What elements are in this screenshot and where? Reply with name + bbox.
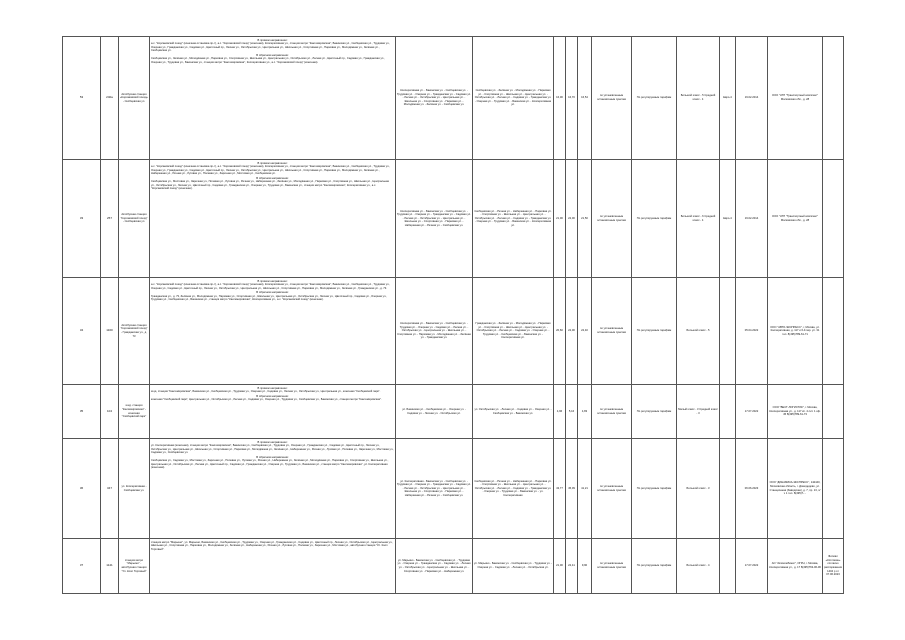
route-name: станция метро "Марьино" - автобусная станция "Ул. Кооп Торговый" <box>119 539 150 594</box>
tariff-type: По регулируемым тарифам <box>632 539 677 594</box>
row-number: 33 <box>63 160 101 278</box>
row-number: 37 <box>63 539 101 594</box>
table-row <box>63 278 844 385</box>
route-back-text: Скобцевская ул., Садовая ул., Мостовая ул., Заречная ул., Полевая ул., Луговая ул., Речная ул., Набережная ул., Зелёная ул., Молодёжная ул., Парковая ул., Спортивная ул., Школьная ул., Центральная ул., Октябрьская ул., Лесная ул., Цветочный пр., Садовая ул., Гражданская ул., Озерная ул., Трудовая ул., Бакинская ул., станция метро "Кантемировская", ул. Кооперативная (конечная). <box>151 459 389 470</box>
route-back-title: В обратном направлении: <box>256 394 289 398</box>
stops-forward: Кооперативная ул. - Бакинская ул. - Скобцевская ул. - Трудовая ул. - Озерная ул. - Гражданская ул. - Садовая ул. - Лесная ул. - Октябрьская ул. - Центральная ул. - Школьная ул. - Спортивная ул. - Парковая ул. - Молодёжная ул. - Зелёная ул. - Скобцевская ул. <box>396 37 473 160</box>
row-note <box>823 385 844 439</box>
start-date: 19.02.2014 <box>736 160 768 278</box>
stop-mode: по установленным остановочным пунктам <box>592 160 632 278</box>
length-forward: 43,77 <box>554 439 566 539</box>
row-note <box>823 439 844 539</box>
stop-mode: по установленным остановочным пунктам <box>592 37 632 160</box>
start-date: 05.04.2022 <box>736 278 768 385</box>
length-back: 22,00 <box>566 278 578 385</box>
length-forward: 4,96 <box>554 385 566 439</box>
eco-class <box>720 385 736 439</box>
length-average: 22,40 <box>578 278 592 385</box>
row-number: 53 <box>63 37 101 160</box>
route-forward-title: В прямом направлении: <box>257 38 288 42</box>
tariff-type: По регулируемым тарифам <box>632 385 677 439</box>
stop-mode: по установленным остановочным пунктам <box>592 385 632 439</box>
start-date: 19.02.2014 <box>736 37 768 160</box>
tariff-type: По регулируемым тарифам <box>632 439 677 539</box>
stops-forward: ул. Бакинская ул. - Скобцевская ул. - Озерная ул. - Садовая ул. - Лесная ул. - Октябрьская ул. <box>396 385 473 439</box>
route-back-text: Гражданская ул., д. 73, Зелёная ул., Молодёжная ул., Парковая ул., Спортивная ул., Школьная ул., Центральная ул., Октябрьская ул., Лесная ул., Цветочный пр., Садовая ул., Озерная ул., Трудовая ул., Скобцевская ул., Бакинская ул., станция метро "Кантемировская", Кооперативная ул., а.с. "Корсаковский поезд" (конечная). <box>151 294 387 302</box>
start-date: 17.07.2022 <box>736 385 768 439</box>
route-back-title: В обратном направлении: <box>256 455 289 459</box>
start-date: 17.07.2022 <box>736 539 768 594</box>
length-average: 21,50 <box>578 160 592 278</box>
table-row <box>63 160 844 278</box>
eco-class <box>720 278 736 385</box>
route-path <box>150 385 396 439</box>
stops-back: ул. Октябрьская ул. - Лесная ул. - Садовая ул. - Озерная ул. - Скобцевская ул. - Бакинская ул. <box>473 385 554 439</box>
length-forward: 21,00 <box>554 160 566 278</box>
vehicle-classes: Малый класс - 3 Средний класс - 3 <box>677 385 720 439</box>
route-number: 104 <box>101 385 119 439</box>
carrier-info: ООО "АТП "Транспортный комплекс" Московская обл., д. 28 <box>768 160 823 278</box>
route-forward-text: ул. Кооперативная (конечная), станция метро "Кантемировская", Бакинская ул., Скобцевская ул., Трудовая ул., Озерная ул., Гражданская ул., Садовая ул., Цветочный пр., Лесная ул., Октябрьская ул., Центральная ул., Школьная ул., Спортивная ул., Парковая ул., Молодёжная ул., Зелёная ул., Набережная ул., Речная ул., Луговая ул., Полевая ул., Заречная ул., Мостовая ул., Садовая ул., Скобцевская ул. <box>151 444 394 455</box>
table-row <box>63 539 844 594</box>
route-number: 347 <box>101 439 119 539</box>
stops-back: ул. Марьино - Бакинская ул. - Скобцевская ул. - Трудовая ул. - Озерная ул. - Садовая ул. - Лесная ул. - Октябрьская ул. <box>473 539 554 594</box>
vehicle-classes: Большой класс - 5 Средний класс - 4 <box>677 37 720 160</box>
route-number: 1160 <box>101 278 119 385</box>
row-note: Филиал «Котловин» согласно распоряжения 1404 р от 07.06.2023 <box>823 539 844 594</box>
route-path <box>150 278 396 385</box>
route-number: 240а <box>101 37 119 160</box>
length-forward: 21,00 <box>554 539 566 594</box>
route-number: 257 <box>101 160 119 278</box>
route-path <box>150 439 396 539</box>
length-forward: 16,00 <box>554 37 566 160</box>
start-date: 06.06.2023 <box>736 439 768 539</box>
row-note <box>823 278 844 385</box>
stop-mode: по установленным остановочным пунктам <box>592 539 632 594</box>
route-registry-table <box>62 36 844 594</box>
stops-forward: Кооперативная ул. - Бакинская ул. - Скобцевская ул. - Трудовая ул. - Озерная ул. - Садовая ул. - Лесная ул. - Октябрьская ул. - Центральная ул. - Школьная ул. - Спортивная ул. - Парковая ул. - Молодёжная ул. - Зелёная ул. - Гражданская ул. <box>396 278 473 385</box>
stop-mode: по установленным остановочным пунктам <box>592 278 632 385</box>
route-number: 1141 <box>101 539 119 594</box>
route-path <box>150 160 396 278</box>
route-path <box>150 539 396 594</box>
route-forward-text: а.с. "Корсаковский поезд" (конечная остановка пр-т), а.с. "Корсаковский поезд" (конечная), Кооперативная ул., станция метро "Кантемировская", Бакинская ул., Скобцевская ул., Трудовая ул., Озерная ул., Гражданская ул., Садовая ул., Цветочный пр., Лесная ул., Октябрьская ул., Центральная ул., Школьная ул., Спортивная ул., Парковая ул., Молодёжная ул., Зелёная ул., Скобцевская ул. <box>151 42 391 53</box>
carrier-info: ООО "ДИНАМИКА-ЭКСПРЕСС", 142440, Московская область, г. Домодедово, ул. Станционная (Заводская), д. 7, пр. 13, п/ч 1 тел. 8(495)7-... <box>768 439 823 539</box>
route-forward-text: станция метро "Марьино", ул. Марьино, Бакинская ул., Скобцевская ул., Трудовая ул., Озерная ул., Гражданская ул., Садовая ул., Цветочный пр., Лесная ул., Октябрьская ул., Центральная ул., Школьная ул., Спортивная ул., Парковая ул., Молодёжная ул., Зелёная ул., Набережная ул., Речная ул., Луговая ул., Полевая ул., Заречная ул., Мостовая ул., автобусная станция "Ул. Кооп Торговый". <box>151 540 393 551</box>
tariff-type: По регулируемым тарифам <box>632 37 677 160</box>
carrier-info: ООО "АТП "Транспортный комплекс" Московская обл., д. 28 <box>768 37 823 160</box>
length-back: 5,16 <box>566 385 578 439</box>
route-name: Автобусная станция «Корсаковский поезд» - Скобцевская ул. <box>119 37 150 160</box>
route-forward-title: В прямом направлении: <box>257 161 288 165</box>
row-note <box>823 160 844 278</box>
route-forward-text: а.с. "Корсаковский поезд" (конечная остановка пр-т), а.с. "Корсаковский поезд" (конечная), Кооперативная ул., станция метро "Кантемировская", Бакинская ул., Скобцевская ул., Трудовая ул., Озерная ул., Гражданская ул., Садовая ул., Цветочный пр., Лесная ул., Октябрьская ул., Центральная ул., Школьная ул., Спортивная ул., Парковая ул., Молодёжная ул., Зелёная ул., Набережная ул., Речная ул., Луговая ул., Полевая ул., Заречная ул., Мостовая ул., Скобцевская ул. <box>151 165 391 176</box>
row-number: 34 <box>63 278 101 385</box>
eco-class <box>720 439 736 539</box>
length-forward: 20,60 <box>554 278 566 385</box>
route-forward-text: а.с. "Корсаковский поезд" (конечная остановка пр-т), а.с. "Корсаковский поезд" (конечная), Кооперативная ул., станция метро "Кантемировская", Бакинская ул., Скобцевская ул., Трудовая ул., Озерная ул., Садовая ул., Цветочный пр., Лесная ул., Октябрьская ул., Центральная ул., Школьная ул., Спортивная ул., Парковая ул., Молодёжная ул., Зелёная ул., Гражданская ул., д. 73. <box>151 283 391 290</box>
stops-forward: Кооперативная ул. - Бакинская ул. - Скобцевская ул. - Трудовая ул. - Озерная ул. - Гражданская ул. - Садовая ул. - Лесная ул. - Октябрьская ул. - Центральная ул. - Школьная ул. - Спортивная ул. - Парковая ул. - Набережная ул. - Речная ул. - Скобцевская ул. <box>396 160 473 278</box>
eco-class <box>720 539 736 594</box>
length-back: 22,41 <box>566 539 578 594</box>
stops-forward: ул. Марьино - Бакинская ул. - Скобцевская ул. - Трудовая ул. - Озерная ул. - Гражданская ул. - Садовая ул. - Лесная ул. - Октябрьская ул. - Центральная ул. - Школьная ул. - Спортивная ул. - Парковая ул. - Набережная ул. <box>396 539 473 594</box>
row-number: 35 <box>63 385 101 439</box>
route-forward-text: м.кд. станция "Кантемировская", Бакинская ул., Скобцевская ул., Трудовая ул., Озерная ул., Садовая ул., Лесная ул., Октябрьская ул., Центральная ул., конечная "Скобцевский парк". <box>151 390 381 394</box>
tariff-type: По регулируемым тарифам <box>632 160 677 278</box>
carrier-info: АО "Автокомбинат", ОГРН, г. Москва, Кооперативная ул., д. 17 8(495)763-06-06 <box>768 539 823 594</box>
route-back-text: Скобцевская ул., Зелёная ул., Молодёжная ул., Парковая ул., Спортивная ул., Школьная ул., Центральная ул., Октябрьская ул., Лесная ул., Цветочный пр., Садовая ул., Гражданская ул., Озерная ул., Трудовая ул., Бакинская ул., станция метро "Кантемировская", Кооперативная ул., а.с. "Корсаковский поезд" (конечная). <box>151 57 385 64</box>
stops-back: Гражданская ул. - Зелёная ул. - Молодёжная ул. - Парковая ул. - Спортивная ул. - Школьная ул. - Центральная ул. - Октябрьская ул. - Лесная ул. - Садовая ул. - Озерная ул. - Трудовая ул. - Скобцевская ул. - Бакинская ул. - Кооперативная ул. <box>473 278 554 385</box>
route-forward-title: В прямом направлении: <box>257 386 288 390</box>
stops-back: Скобцевская ул. - Речная ул. - Набережная ул. - Парковая ул. - Спортивная ул. - Школьная ул. - Центральная ул. - Октябрьская ул. - Лесная ул. - Садовая ул. - Гражданская ул. - Озерная ул. - Трудовая ул. - Бакинская ул. - ул. Кооперативная <box>473 439 554 539</box>
route-back-title: В обратном направлении: <box>256 53 289 57</box>
stop-mode: по установленным остановочным пунктам <box>592 439 632 539</box>
length-average: 4,83 <box>578 385 592 439</box>
carrier-info: ООО "ВЕСТ-ЛОГИСТИК", г. Москва, Кооперативная ул., д. 117 кп. 4 лит. 1 оф. 45 8(495)789-61-73 <box>768 385 823 439</box>
route-back-text: Скобцевская ул., Мостовая ул., Заречная ул., Полевая ул., Луговая ул., Речная ул., Набережная ул., Зелёная ул., Молодёжная ул., Парковая ул., Спортивная ул., Школьная ул., Центральная ул., Октябрьская ул., Лесная ул., Цветочный пр., Садовая ул., Гражданская ул., Озерная ул., Трудовая ул., Бакинская ул., станция метро "Кантемировская", Кооперативная ул., а.с. "Корсаковский поезд" (конечная). <box>151 180 389 191</box>
length-average: 41,21 <box>578 439 592 539</box>
route-back-title: В обратном направлении: <box>256 291 289 295</box>
tariff-type: По регулируемым тарифам <box>632 278 677 385</box>
eco-class: Евро-4 <box>720 37 736 160</box>
route-name: Автобусная станция "Корсаковский поезд" - Скобцевская ул. <box>119 160 150 278</box>
route-forward-title: В прямом направлении: <box>257 279 288 283</box>
length-back: 16,70 <box>566 37 578 160</box>
stops-back: Скобцевская ул. - Речная ул. - Набережная ул. - Парковая ул. - Спортивная ул. - Школьная ул. - Центральная ул. - Октябрьская ул. - Лесная ул. - Садовая ул. - Гражданская ул. - Озерная ул. - Трудовая ул. - Бакинская ул. - Кооперативная ул. <box>473 160 554 278</box>
route-name: м.кд. станция "Кантемировская" - конечная "Скобцевский парк" <box>119 385 150 439</box>
table-row <box>63 385 844 439</box>
length-average: 16,54 <box>578 37 592 160</box>
vehicle-classes: Большой класс - 3 <box>677 439 720 539</box>
stops-back: Скобцевская ул. - Зелёная ул. - Молодёжная ул. - Парковая ул. - Спортивная ул. - Школьная ул. - Центральная ул. - Октябрьская ул. - Лесная ул. - Садовая ул. - Гражданская ул. - Озерная ул. - Трудовая ул. - Бакинская ул. - Кооперативная ул. <box>473 37 554 160</box>
row-number: 36 <box>63 439 101 539</box>
carrier-info: ООО "АВТО-ЭКСПРЕСС", г. Москва, ул. Кооперативная, д. 117 и 6-й пер. ул. 31 тел. 8(495)789-61-71 <box>768 278 823 385</box>
length-back: 22,00 <box>566 160 578 278</box>
vehicle-classes: Большой класс - 6 Средний класс - 4 <box>677 160 720 278</box>
route-back-text: конечная "Скобцевский парк", Центральная ул., Октябрьская ул., Лесная ул., Садовая ул., Озерная ул., Трудовая ул., Скобцевская ул., Бакинская ул., станция метро "Кантемировская". <box>151 398 382 402</box>
table-row <box>63 439 844 539</box>
eco-class: Евро-4 <box>720 160 736 278</box>
route-back-title: В обратном направлении: <box>256 176 289 180</box>
length-average: 9,90 <box>578 539 592 594</box>
vehicle-classes: Большой класс - 5 <box>677 278 720 385</box>
table-row <box>63 37 844 160</box>
route-name: ул. Кооперативная - Скобцевская ул. <box>119 439 150 539</box>
route-path <box>150 37 396 160</box>
stops-forward: ул. Кооперативная - Бакинская ул. - Скобцевская ул. - Трудовая ул. - Озерная ул. - Гражданская ул. - Садовая ул. - Лесная ул. - Октябрьская ул. - Центральная ул. - Школьная ул. - Спортивная ул. - Парковая ул. - Набережная ул. - Речная ул. - Скобцевская ул. <box>396 439 473 539</box>
row-note <box>823 37 844 160</box>
length-back: 45,09 <box>566 439 578 539</box>
vehicle-classes: Большой класс - 4 <box>677 539 720 594</box>
route-name: Автобусная станция "Корсаковский поезд" - Гражданская ул., д. 73 <box>119 278 150 385</box>
route-forward-title: В прямом направлении: <box>257 440 288 444</box>
